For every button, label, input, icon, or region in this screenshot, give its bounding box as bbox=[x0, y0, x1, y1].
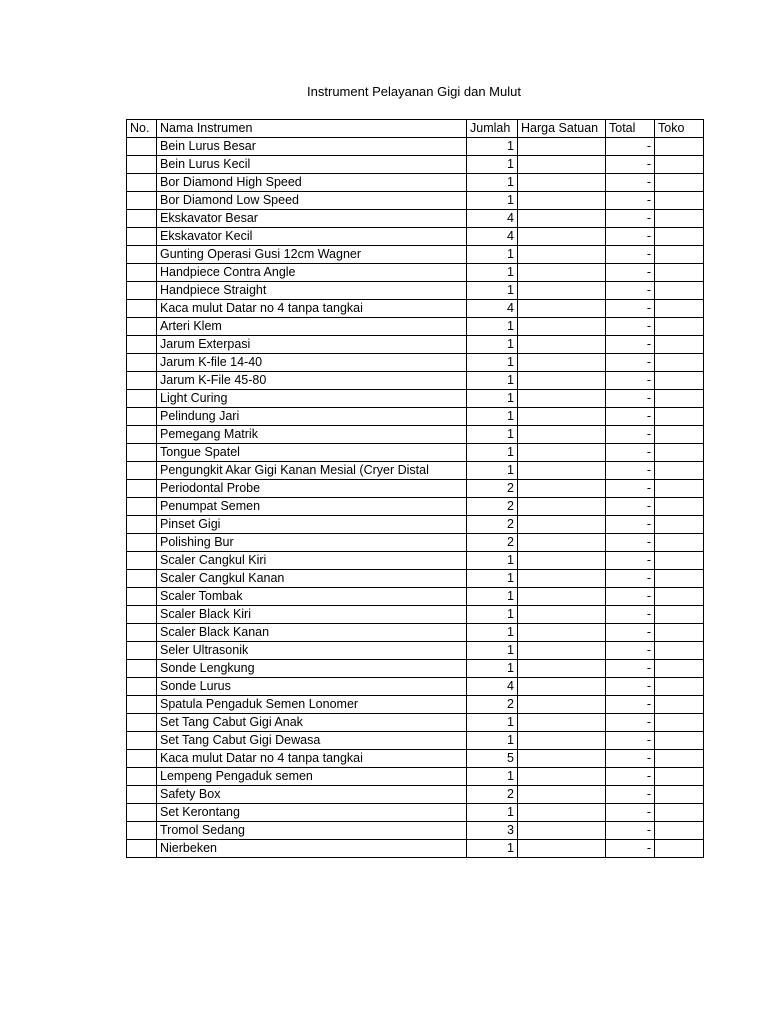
cell-qty: 1 bbox=[467, 804, 518, 822]
cell-qty: 1 bbox=[467, 588, 518, 606]
cell-price bbox=[518, 318, 606, 336]
table-row bbox=[127, 318, 704, 336]
cell-no bbox=[127, 732, 157, 750]
cell-price bbox=[518, 840, 606, 858]
cell-no bbox=[127, 426, 157, 444]
cell-shop bbox=[655, 840, 704, 858]
cell-name: Bor Diamond Low Speed bbox=[157, 192, 467, 210]
cell-qty: 1 bbox=[467, 192, 518, 210]
table-row bbox=[127, 192, 704, 210]
cell-total: - bbox=[606, 372, 655, 390]
cell-qty: 1 bbox=[467, 174, 518, 192]
cell-total: - bbox=[606, 840, 655, 858]
header-shop: Toko bbox=[655, 120, 704, 138]
cell-no bbox=[127, 822, 157, 840]
cell-shop bbox=[655, 264, 704, 282]
cell-total: - bbox=[606, 228, 655, 246]
cell-price bbox=[518, 570, 606, 588]
cell-price bbox=[518, 138, 606, 156]
cell-total: - bbox=[606, 354, 655, 372]
cell-qty: 2 bbox=[467, 480, 518, 498]
cell-qty: 1 bbox=[467, 462, 518, 480]
cell-price bbox=[518, 624, 606, 642]
cell-total: - bbox=[606, 318, 655, 336]
cell-total: - bbox=[606, 606, 655, 624]
table-row bbox=[127, 426, 704, 444]
cell-price bbox=[518, 246, 606, 264]
cell-name: Pemegang Matrik bbox=[157, 426, 467, 444]
cell-name: Jarum K-file 14-40 bbox=[157, 354, 467, 372]
page-title: Instrument Pelayanan Gigi dan Mulut bbox=[307, 84, 521, 99]
cell-total: - bbox=[606, 246, 655, 264]
cell-qty: 1 bbox=[467, 408, 518, 426]
cell-qty: 1 bbox=[467, 282, 518, 300]
cell-price bbox=[518, 750, 606, 768]
cell-no bbox=[127, 750, 157, 768]
cell-price bbox=[518, 264, 606, 282]
cell-price bbox=[518, 300, 606, 318]
cell-shop bbox=[655, 354, 704, 372]
table-row bbox=[127, 750, 704, 768]
header-price: Harga Satuan bbox=[518, 120, 606, 138]
cell-name: Set Tang Cabut Gigi Anak bbox=[157, 714, 467, 732]
table-row bbox=[127, 804, 704, 822]
cell-name: Gunting Operasi Gusi 12cm Wagner bbox=[157, 246, 467, 264]
cell-no bbox=[127, 318, 157, 336]
cell-qty: 1 bbox=[467, 444, 518, 462]
cell-qty: 4 bbox=[467, 228, 518, 246]
cell-qty: 2 bbox=[467, 696, 518, 714]
table-row bbox=[127, 156, 704, 174]
cell-shop bbox=[655, 534, 704, 552]
cell-price bbox=[518, 552, 606, 570]
cell-qty: 2 bbox=[467, 516, 518, 534]
cell-no bbox=[127, 228, 157, 246]
cell-qty: 1 bbox=[467, 768, 518, 786]
cell-price bbox=[518, 336, 606, 354]
cell-name: Bor Diamond High Speed bbox=[157, 174, 467, 192]
cell-qty: 2 bbox=[467, 786, 518, 804]
cell-total: - bbox=[606, 534, 655, 552]
cell-shop bbox=[655, 786, 704, 804]
cell-no bbox=[127, 354, 157, 372]
cell-price bbox=[518, 534, 606, 552]
cell-price bbox=[518, 588, 606, 606]
cell-name: Pelindung Jari bbox=[157, 408, 467, 426]
cell-price bbox=[518, 642, 606, 660]
cell-name: Handpiece Straight bbox=[157, 282, 467, 300]
cell-shop bbox=[655, 228, 704, 246]
table-row bbox=[127, 534, 704, 552]
cell-qty: 1 bbox=[467, 660, 518, 678]
table-row bbox=[127, 246, 704, 264]
table-row bbox=[127, 642, 704, 660]
table-row bbox=[127, 444, 704, 462]
cell-no bbox=[127, 624, 157, 642]
cell-qty: 1 bbox=[467, 570, 518, 588]
cell-no bbox=[127, 408, 157, 426]
cell-name: Light Curing bbox=[157, 390, 467, 408]
cell-qty: 2 bbox=[467, 498, 518, 516]
table-row bbox=[127, 174, 704, 192]
table-row bbox=[127, 588, 704, 606]
table-row bbox=[127, 498, 704, 516]
cell-price bbox=[518, 516, 606, 534]
cell-no bbox=[127, 138, 157, 156]
cell-shop bbox=[655, 624, 704, 642]
header-name: Nama Instrumen bbox=[157, 120, 467, 138]
cell-price bbox=[518, 660, 606, 678]
cell-price bbox=[518, 282, 606, 300]
cell-shop bbox=[655, 480, 704, 498]
cell-shop bbox=[655, 426, 704, 444]
cell-shop bbox=[655, 804, 704, 822]
cell-name: Bein Lurus Besar bbox=[157, 138, 467, 156]
cell-no bbox=[127, 534, 157, 552]
cell-qty: 1 bbox=[467, 390, 518, 408]
cell-no bbox=[127, 192, 157, 210]
table-row bbox=[127, 228, 704, 246]
cell-price bbox=[518, 714, 606, 732]
cell-no bbox=[127, 498, 157, 516]
table-row bbox=[127, 354, 704, 372]
cell-no bbox=[127, 552, 157, 570]
cell-no bbox=[127, 480, 157, 498]
cell-no bbox=[127, 174, 157, 192]
table-row bbox=[127, 660, 704, 678]
cell-name: Handpiece Contra Angle bbox=[157, 264, 467, 282]
cell-name: Lempeng Pengaduk semen bbox=[157, 768, 467, 786]
cell-total: - bbox=[606, 408, 655, 426]
cell-total: - bbox=[606, 768, 655, 786]
cell-total: - bbox=[606, 822, 655, 840]
table-row bbox=[127, 336, 704, 354]
cell-price bbox=[518, 696, 606, 714]
cell-total: - bbox=[606, 804, 655, 822]
cell-no bbox=[127, 714, 157, 732]
cell-no bbox=[127, 282, 157, 300]
cell-name: Jarum Exterpasi bbox=[157, 336, 467, 354]
cell-qty: 2 bbox=[467, 534, 518, 552]
cell-qty: 1 bbox=[467, 336, 518, 354]
cell-no bbox=[127, 462, 157, 480]
cell-shop bbox=[655, 408, 704, 426]
cell-price bbox=[518, 426, 606, 444]
cell-shop bbox=[655, 444, 704, 462]
table-row bbox=[127, 606, 704, 624]
cell-name: Tongue Spatel bbox=[157, 444, 467, 462]
table-row bbox=[127, 282, 704, 300]
cell-qty: 4 bbox=[467, 300, 518, 318]
table-row bbox=[127, 552, 704, 570]
cell-total: - bbox=[606, 786, 655, 804]
cell-name: Set Kerontang bbox=[157, 804, 467, 822]
cell-name: Scaler Tombak bbox=[157, 588, 467, 606]
header-no: No. bbox=[127, 120, 157, 138]
cell-no bbox=[127, 210, 157, 228]
cell-price bbox=[518, 444, 606, 462]
cell-price bbox=[518, 804, 606, 822]
cell-total: - bbox=[606, 642, 655, 660]
cell-price bbox=[518, 732, 606, 750]
table-row bbox=[127, 624, 704, 642]
cell-total: - bbox=[606, 264, 655, 282]
cell-name: Bein Lurus Kecil bbox=[157, 156, 467, 174]
cell-qty: 1 bbox=[467, 372, 518, 390]
cell-qty: 1 bbox=[467, 156, 518, 174]
cell-total: - bbox=[606, 336, 655, 354]
cell-shop bbox=[655, 696, 704, 714]
cell-shop bbox=[655, 750, 704, 768]
cell-shop bbox=[655, 462, 704, 480]
cell-shop bbox=[655, 246, 704, 264]
table-row bbox=[127, 390, 704, 408]
cell-qty: 1 bbox=[467, 714, 518, 732]
cell-qty: 1 bbox=[467, 606, 518, 624]
table-row bbox=[127, 210, 704, 228]
cell-price bbox=[518, 498, 606, 516]
cell-total: - bbox=[606, 588, 655, 606]
cell-qty: 4 bbox=[467, 678, 518, 696]
table-row bbox=[127, 408, 704, 426]
cell-total: - bbox=[606, 552, 655, 570]
cell-total: - bbox=[606, 480, 655, 498]
cell-no bbox=[127, 156, 157, 174]
cell-price bbox=[518, 408, 606, 426]
cell-name: Ekskavator Kecil bbox=[157, 228, 467, 246]
cell-name: Arteri Klem bbox=[157, 318, 467, 336]
cell-no bbox=[127, 246, 157, 264]
cell-no bbox=[127, 588, 157, 606]
cell-total: - bbox=[606, 156, 655, 174]
table-row bbox=[127, 138, 704, 156]
table-row bbox=[127, 516, 704, 534]
cell-no bbox=[127, 840, 157, 858]
cell-total: - bbox=[606, 624, 655, 642]
cell-price bbox=[518, 354, 606, 372]
cell-qty: 1 bbox=[467, 354, 518, 372]
cell-no bbox=[127, 264, 157, 282]
cell-shop bbox=[655, 516, 704, 534]
cell-qty: 1 bbox=[467, 624, 518, 642]
cell-shop bbox=[655, 138, 704, 156]
cell-name: Scaler Black Kiri bbox=[157, 606, 467, 624]
cell-shop bbox=[655, 822, 704, 840]
cell-name: Jarum K-File 45-80 bbox=[157, 372, 467, 390]
cell-price bbox=[518, 156, 606, 174]
cell-shop bbox=[655, 174, 704, 192]
cell-price bbox=[518, 768, 606, 786]
table-row bbox=[127, 678, 704, 696]
cell-price bbox=[518, 786, 606, 804]
cell-name: Sonde Lurus bbox=[157, 678, 467, 696]
cell-qty: 5 bbox=[467, 750, 518, 768]
cell-price bbox=[518, 174, 606, 192]
cell-shop bbox=[655, 156, 704, 174]
cell-total: - bbox=[606, 678, 655, 696]
table-row bbox=[127, 300, 704, 318]
cell-no bbox=[127, 678, 157, 696]
cell-no bbox=[127, 336, 157, 354]
cell-qty: 1 bbox=[467, 426, 518, 444]
cell-no bbox=[127, 390, 157, 408]
cell-shop bbox=[655, 210, 704, 228]
cell-name: Scaler Black Kanan bbox=[157, 624, 467, 642]
cell-shop bbox=[655, 552, 704, 570]
table-row bbox=[127, 480, 704, 498]
cell-name: Pengungkit Akar Gigi Kanan Mesial (Cryer Distal bbox=[157, 462, 467, 480]
cell-name: Nierbeken bbox=[157, 840, 467, 858]
cell-no bbox=[127, 300, 157, 318]
table-row bbox=[127, 822, 704, 840]
cell-qty: 1 bbox=[467, 138, 518, 156]
cell-total: - bbox=[606, 714, 655, 732]
cell-price bbox=[518, 606, 606, 624]
cell-total: - bbox=[606, 660, 655, 678]
cell-price bbox=[518, 480, 606, 498]
cell-qty: 1 bbox=[467, 840, 518, 858]
cell-qty: 1 bbox=[467, 642, 518, 660]
cell-no bbox=[127, 642, 157, 660]
cell-qty: 1 bbox=[467, 552, 518, 570]
cell-price bbox=[518, 210, 606, 228]
cell-qty: 4 bbox=[467, 210, 518, 228]
cell-qty: 1 bbox=[467, 246, 518, 264]
cell-shop bbox=[655, 300, 704, 318]
cell-name: Set Tang Cabut Gigi Dewasa bbox=[157, 732, 467, 750]
cell-name: Scaler Cangkul Kiri bbox=[157, 552, 467, 570]
cell-name: Penumpat Semen bbox=[157, 498, 467, 516]
cell-name: Safety Box bbox=[157, 786, 467, 804]
cell-total: - bbox=[606, 444, 655, 462]
cell-name: Polishing Bur bbox=[157, 534, 467, 552]
cell-name: Scaler Cangkul Kanan bbox=[157, 570, 467, 588]
cell-total: - bbox=[606, 174, 655, 192]
cell-total: - bbox=[606, 210, 655, 228]
cell-no bbox=[127, 804, 157, 822]
cell-name: Seler Ultrasonik bbox=[157, 642, 467, 660]
cell-qty: 1 bbox=[467, 264, 518, 282]
cell-shop bbox=[655, 282, 704, 300]
table-row bbox=[127, 840, 704, 858]
cell-shop bbox=[655, 498, 704, 516]
cell-shop bbox=[655, 606, 704, 624]
table-row bbox=[127, 570, 704, 588]
table-row bbox=[127, 732, 704, 750]
cell-total: - bbox=[606, 300, 655, 318]
cell-qty: 1 bbox=[467, 732, 518, 750]
table-row bbox=[127, 714, 704, 732]
cell-no bbox=[127, 516, 157, 534]
cell-total: - bbox=[606, 192, 655, 210]
cell-name: Periodontal Probe bbox=[157, 480, 467, 498]
cell-total: - bbox=[606, 138, 655, 156]
cell-no bbox=[127, 444, 157, 462]
cell-shop bbox=[655, 390, 704, 408]
cell-shop bbox=[655, 336, 704, 354]
cell-total: - bbox=[606, 426, 655, 444]
table-row bbox=[127, 786, 704, 804]
cell-total: - bbox=[606, 390, 655, 408]
cell-total: - bbox=[606, 282, 655, 300]
table-row bbox=[127, 462, 704, 480]
cell-name: Kaca mulut Datar no 4 tanpa tangkai bbox=[157, 300, 467, 318]
cell-shop bbox=[655, 192, 704, 210]
cell-shop bbox=[655, 732, 704, 750]
cell-name: Pinset Gigi bbox=[157, 516, 467, 534]
cell-shop bbox=[655, 570, 704, 588]
table-row bbox=[127, 264, 704, 282]
cell-shop bbox=[655, 714, 704, 732]
cell-shop bbox=[655, 642, 704, 660]
cell-total: - bbox=[606, 462, 655, 480]
cell-no bbox=[127, 786, 157, 804]
cell-name: Sonde Lengkung bbox=[157, 660, 467, 678]
cell-total: - bbox=[606, 516, 655, 534]
cell-shop bbox=[655, 768, 704, 786]
cell-price bbox=[518, 228, 606, 246]
cell-shop bbox=[655, 678, 704, 696]
cell-total: - bbox=[606, 696, 655, 714]
header-qty: Jumlah bbox=[467, 120, 518, 138]
cell-no bbox=[127, 768, 157, 786]
header-row bbox=[127, 120, 704, 138]
cell-total: - bbox=[606, 570, 655, 588]
table-row bbox=[127, 372, 704, 390]
cell-shop bbox=[655, 588, 704, 606]
cell-price bbox=[518, 390, 606, 408]
cell-price bbox=[518, 822, 606, 840]
cell-price bbox=[518, 462, 606, 480]
cell-name: Kaca mulut Datar no 4 tanpa tangkai bbox=[157, 750, 467, 768]
cell-total: - bbox=[606, 498, 655, 516]
cell-shop bbox=[655, 372, 704, 390]
cell-shop bbox=[655, 318, 704, 336]
table-row bbox=[127, 696, 704, 714]
cell-name: Ekskavator Besar bbox=[157, 210, 467, 228]
header-total: Total bbox=[606, 120, 655, 138]
cell-price bbox=[518, 678, 606, 696]
cell-no bbox=[127, 606, 157, 624]
cell-no bbox=[127, 660, 157, 678]
cell-total: - bbox=[606, 732, 655, 750]
cell-qty: 3 bbox=[467, 822, 518, 840]
cell-name: Tromol Sedang bbox=[157, 822, 467, 840]
cell-name: Spatula Pengaduk Semen Lonomer bbox=[157, 696, 467, 714]
instrument-table bbox=[126, 119, 704, 858]
cell-price bbox=[518, 372, 606, 390]
cell-no bbox=[127, 696, 157, 714]
table-row bbox=[127, 768, 704, 786]
cell-qty: 1 bbox=[467, 318, 518, 336]
cell-no bbox=[127, 570, 157, 588]
cell-shop bbox=[655, 660, 704, 678]
cell-price bbox=[518, 192, 606, 210]
cell-total: - bbox=[606, 750, 655, 768]
cell-no bbox=[127, 372, 157, 390]
